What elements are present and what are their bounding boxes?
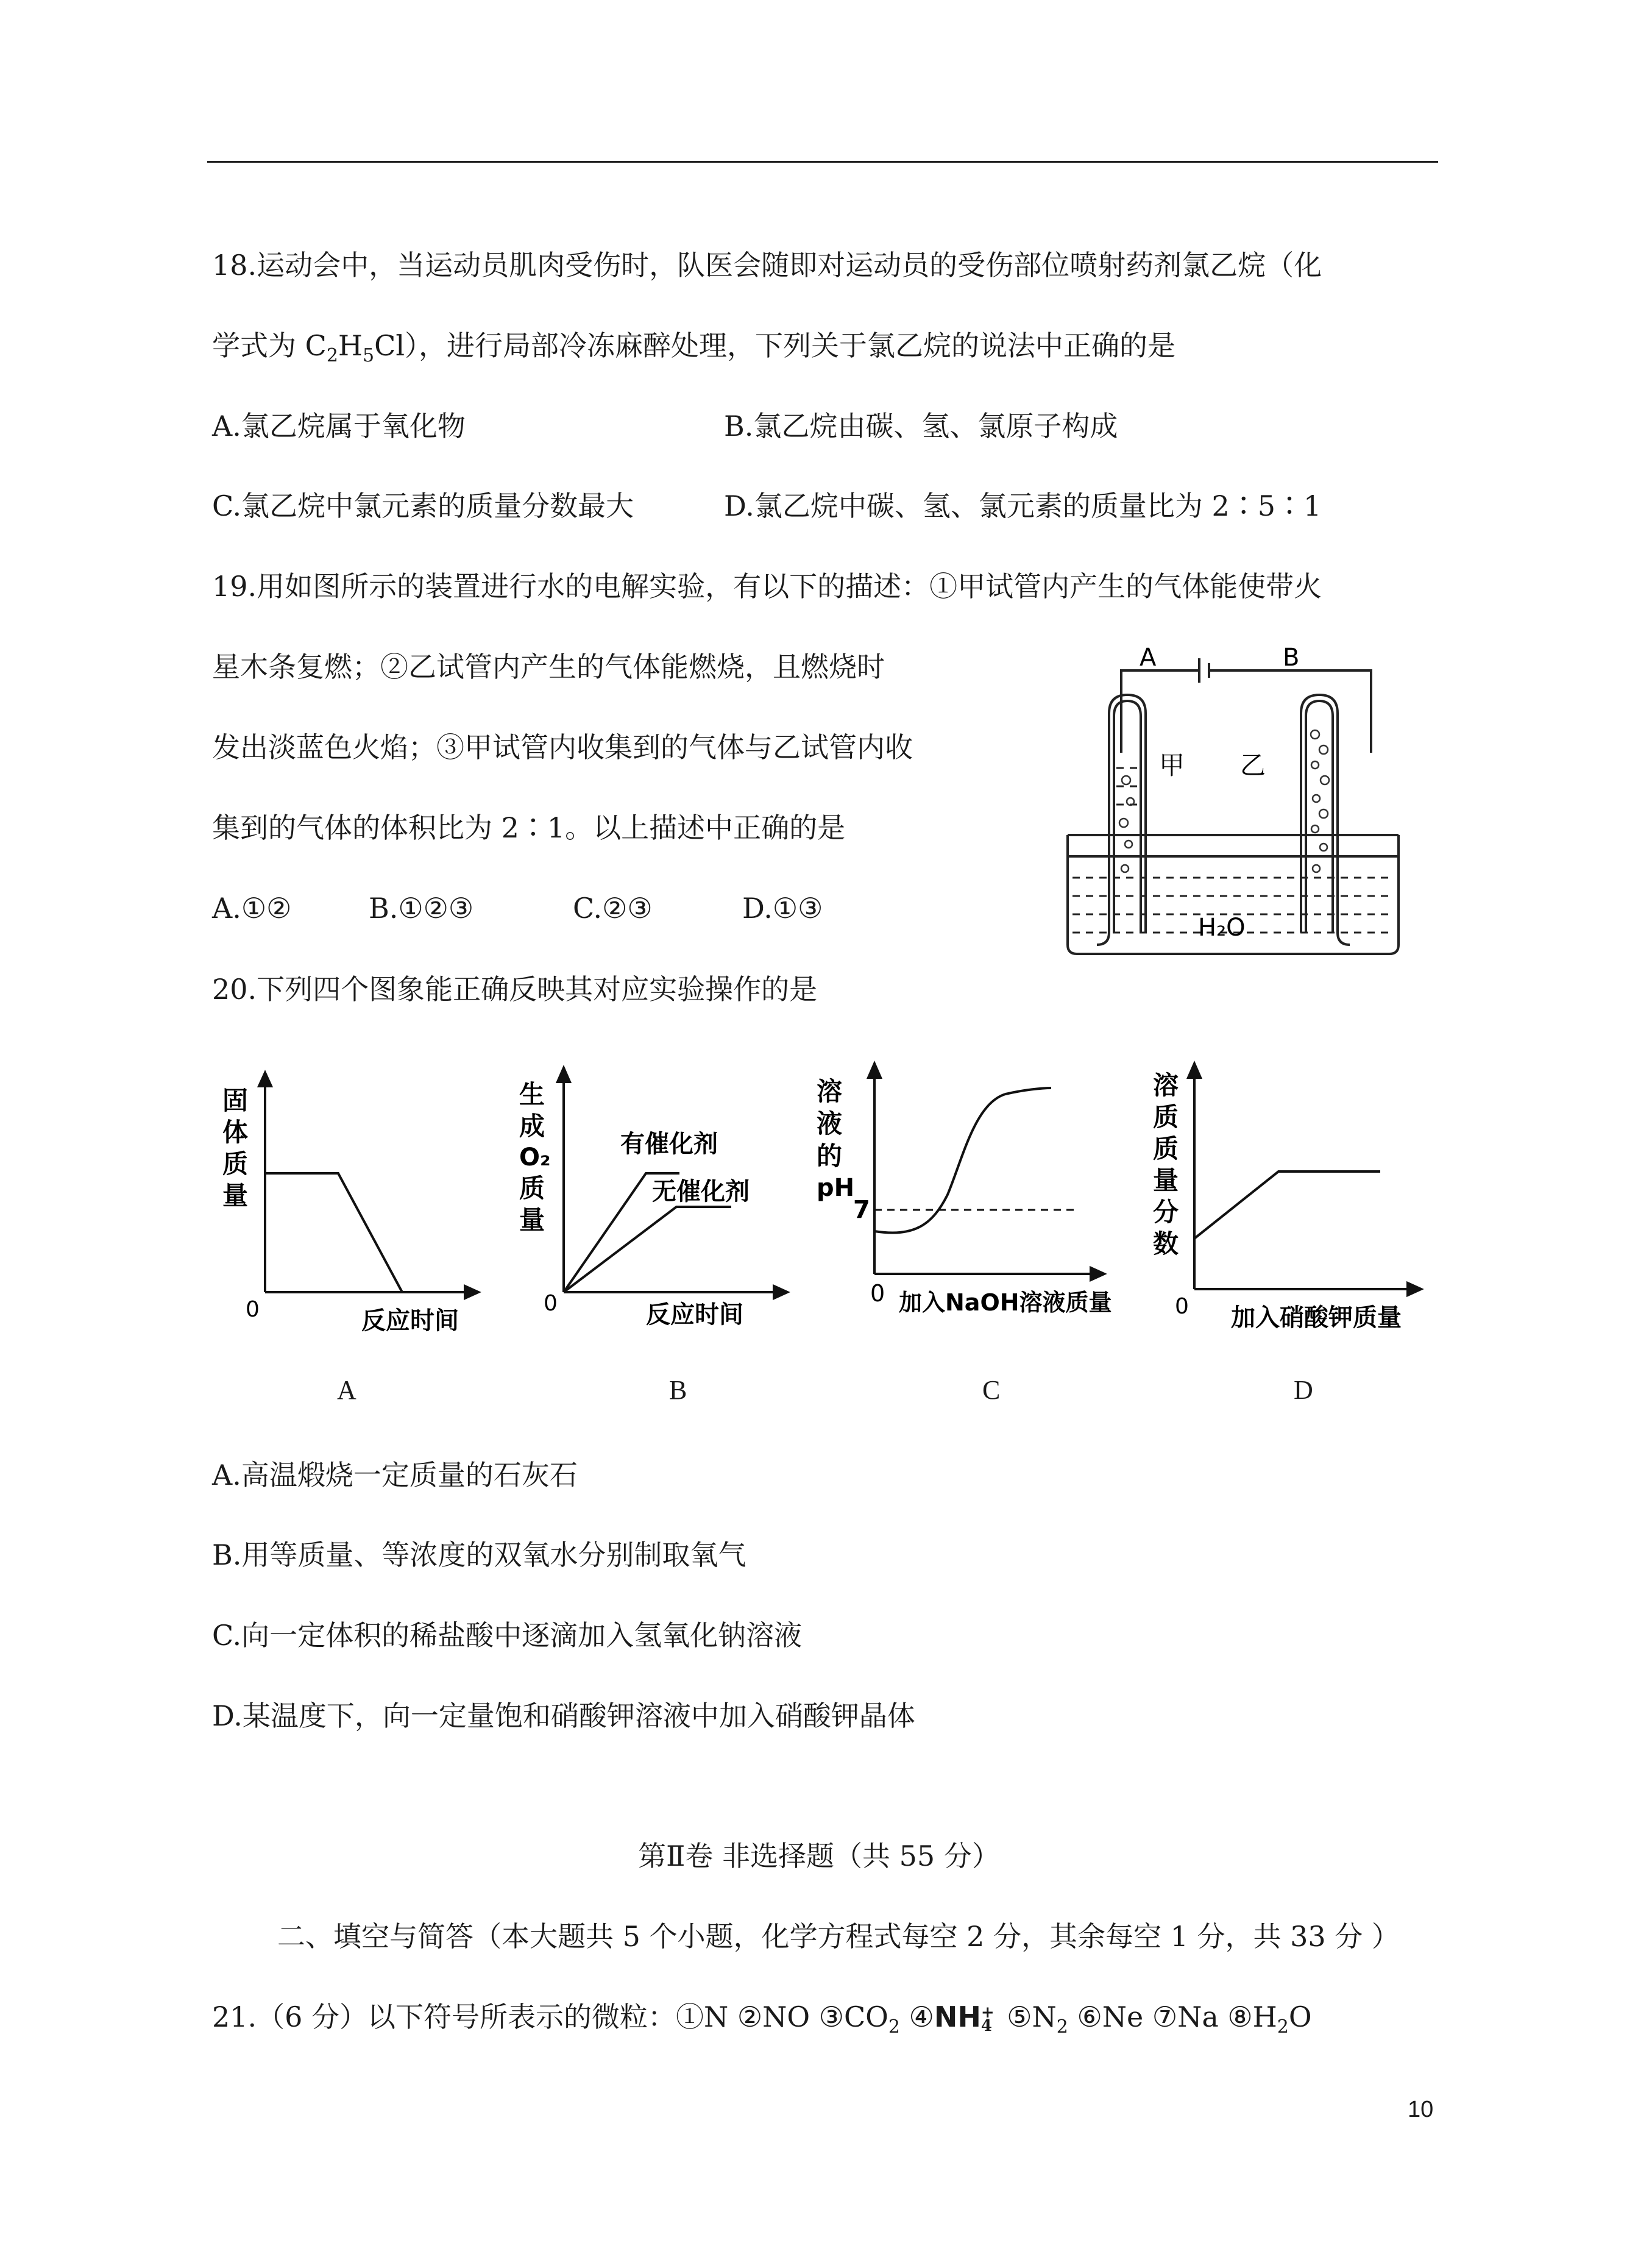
graph-d-ylabel-1: 溶	[1153, 1070, 1179, 1100]
graph-b-curve-no-catalyst	[564, 1207, 731, 1292]
graph-d-ylabel-3: 质	[1153, 1134, 1179, 1164]
q19-option-a: A.①②	[212, 892, 292, 925]
q19-line2: 星木条复燃；②乙试管内产生的气体能燃烧，且燃烧时	[212, 650, 885, 683]
graph-d-caption: D	[1294, 1375, 1313, 1405]
graph-d-curve	[1194, 1171, 1380, 1239]
q18-option-c: C.氯乙烷中氯元素的质量分数最大	[212, 489, 634, 522]
graph-a-ylabel-3: 质	[222, 1149, 249, 1179]
graph-d-xlabel: 加入硝酸钾质量	[1231, 1304, 1402, 1332]
graph-c-ylabel-3: 的	[817, 1141, 843, 1171]
graph-a-curve	[265, 1173, 402, 1292]
electrode-b-label: B	[1283, 644, 1300, 672]
ammonium-ion: NH	[934, 2000, 981, 2033]
q18-option-a: A.氯乙烷属于氧化物	[212, 410, 466, 443]
graph-b-caption: B	[669, 1375, 687, 1405]
graph-b-ylabel-4: 质	[519, 1173, 545, 1203]
q18-line2: 学式为 $C_2H_5Cl$），进行局部冷冻麻醉处理，下列关于氯乙烷的说法中正确的是	[212, 329, 1176, 367]
graph-a-ylabel-1: 固	[222, 1086, 249, 1115]
graph-b-ylabel-3: O₂	[519, 1143, 551, 1171]
graph-b	[512, 1061, 798, 1353]
q20-stem: 20.下列四个图象能正确反映其对应实验操作的是	[212, 973, 818, 1006]
graph-a-xlabel: 反应时间	[361, 1307, 459, 1335]
graph-c-caption: C	[982, 1375, 1001, 1405]
graph-c-ylabel-4: pH	[817, 1174, 855, 1202]
graph-d-ylabel-6: 数	[1153, 1229, 1179, 1259]
q20-option-b: B.用等质量、等浓度的双氧水分别制取氧气	[212, 1538, 746, 1571]
section-title: 第Ⅱ卷 非选择题（共 55 分）	[638, 1840, 1000, 1872]
graph-b-label-no-catalyst: 无催化剂	[652, 1178, 750, 1206]
q18-line1: 18.运动会中，当运动员肌肉受伤时，队医会随即对运动员的受伤部位喷射药剂氯乙烷（化	[212, 249, 1322, 282]
q21-line: 21.（6 分）以下符号所表示的微粒：①N ②NO $③CO_2$ ④NH + 4 $⑤N_2$ ⑥Ne ⑦Na $⑧H_2O$	[212, 2000, 1312, 2038]
q19-option-d: D.①③	[742, 892, 823, 925]
graph-d-origin: 0	[1175, 1294, 1189, 1319]
water-label: H₂O	[1198, 914, 1246, 942]
graph-c-curve	[874, 1088, 1051, 1233]
graph-b-label-catalyst: 有催化剂	[620, 1130, 718, 1158]
graph-d-ylabel-4: 量	[1153, 1165, 1179, 1195]
tube-yi-label: 乙	[1240, 750, 1266, 780]
graph-b-ylabel-2: 成	[519, 1111, 545, 1141]
q19-line1: 19.用如图所示的装置进行水的电解实验，有以下的描述：①甲试管内产生的气体能使带火	[212, 570, 1322, 603]
graph-a-ylabel-2: 体	[222, 1117, 249, 1147]
page-number: 10	[1408, 2097, 1434, 2122]
header-rule	[207, 161, 1438, 163]
q20-option-a: A.高温煅烧一定质量的石灰石	[212, 1459, 578, 1491]
graph-c-ylabel-2: 液	[817, 1109, 843, 1139]
graph-d	[1146, 1054, 1450, 1353]
graph-b-origin: 0	[544, 1291, 558, 1316]
q19-line4: 集到的气体的体积比为 2∶1。以上描述中正确的是	[212, 811, 846, 844]
graph-a-caption: A	[337, 1375, 356, 1405]
tube-jia-label: 甲	[1159, 750, 1185, 780]
q19-line3: 发出淡蓝色火焰；③甲试管内收集到的气体与乙试管内收	[212, 731, 913, 764]
q20-option-d: D.某温度下，向一定量饱和硝酸钾溶液中加入硝酸钾晶体	[212, 1699, 915, 1732]
graph-d-ylabel-2: 质	[1153, 1102, 1179, 1132]
q19-option-c: C.②③	[573, 892, 653, 925]
part-two-heading: 二、填空与简答（本大题共 5 个小题，化学方程式每空 2 分，其余每空 1 分，共 33 分 ）	[277, 1920, 1400, 1953]
graph-c-xlabel: 加入NaOH溶液质量	[899, 1289, 1112, 1316]
q18-option-b: B.氯乙烷由碳、氢、氯原子构成	[724, 410, 1118, 443]
graph-c-ylabel-1: 溶	[817, 1076, 843, 1106]
graph-a-ylabel-4: 量	[222, 1181, 249, 1210]
graph-b-ylabel-5: 量	[519, 1205, 545, 1235]
graph-b-xlabel: 反应时间	[646, 1301, 743, 1329]
graph-a-origin: 0	[246, 1297, 260, 1322]
graph-b-ylabel-1: 生	[519, 1079, 545, 1109]
q20-option-c: C.向一定体积的稀盐酸中逐滴加入氢氧化钠溶液	[212, 1619, 803, 1652]
graph-c-origin: 0	[870, 1280, 885, 1307]
graph-c	[810, 1054, 1152, 1353]
graph-d-ylabel-5: 分	[1153, 1197, 1179, 1227]
q19-option-b: B.①②③	[369, 892, 474, 925]
electrode-a-label: A	[1140, 644, 1157, 672]
graph-a	[216, 1067, 515, 1353]
electrolysis-apparatus-figure	[1060, 628, 1414, 969]
graph-c-tick-7: 7	[853, 1196, 870, 1224]
q18-option-d: D.氯乙烷中碳、氢、氯元素的质量比为 2∶5∶1	[724, 489, 1322, 522]
